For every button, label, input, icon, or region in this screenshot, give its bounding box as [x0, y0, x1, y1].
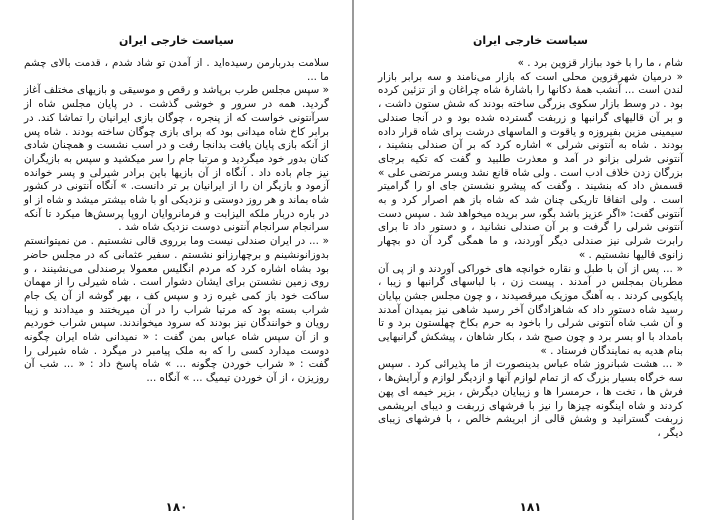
right-page	[354, 0, 707, 520]
right-paragraph-3: « ... پس از آن با طبل و نقاره خوانچه های خوراکی آوردند و از پی آن مطربان بمجلس در آمدند . پیست زن ، با لباسهای گرانبها و زیبا ، پایکوبی کردند . به آهنگ موزیک میرقصیدند ، و چون مجلس جشن بپایان رسید شاه دستور داد که شاهزادگان آخر رسید شاهی نیز بمیدان آمدند و آن شب شاه آنتونی شرلی را باخود به حرم بکاخ چهلستون برد و تا بامداد با او بسر برد و چون صبح شد ، بکار شاهان ، پیشکش گرانبهایی بنام هدیه به نمایندگان فرستاد . »	[378, 262, 683, 357]
left-page-number: ۱۸۰	[165, 500, 188, 514]
right-paragraph-2: « درمیان شهرقزوین محلی است که بازار می‌نامند و سه برابر بازار لندن است ... آنشب همهٔ دکانها را باشارهٔ شاه چراغان و از تزئین کرده بود . در وسط بازار سکوی بزرگی ساخته بودند که شش ستون داشت ، و بر آن قالیهای گرانبها و زربفت گسترده شده بود و در آنجا صندلی سیمینی مزین بفیروزه و یاقوت و الماسهای درشت برای شاه قرار داده بودند . شاه به آنتونی شرلی » اشاره کرد که بر آن صندلی بنشیند ، آنتونی شرلی بزانو در آمد و معذرت طلبید و گفت که تکیه برجای بزرگان زدن خلاف ادب است . ولی شاه قانع نشد وبسر مرتضی علی » قسمش داد که بنشیند . وگفت که پیشرو نشستن جای او را گرامیتر است . ولی اتفاقا تاریکی چنان شد که شاه باز هم اصرار کرد و به آنتونی گفت: «اگر عزیز باشد بگو، سر بریده میخواهد شد . سپس دست آنتونی شرلی را گرفت و بر آن صندلی نشانید ، و دستور داد تا برای رابرت شرلی نیز صندلی دیگر آوردند، و ما همگی گرد آن دو بچهار زانوی قالیها نشستیم . »	[378, 70, 683, 261]
left-running-head: سیاست خارجی ایران	[119, 34, 234, 47]
left-quote: « ... در ایران صندلی نیست وما برروی قالی نشستیم . من نمیتوانستم بدوزانونشینم و برچهارزانو نشستم . سفیر عثمانی که در مجلس حاضر بود بشاه اشاره کرد که مردم انگلیس معمولا برصندلی می‌نشینند ، و روی زمین نشستن برای ایشان دشوار است . شاه شیرلی را از مهمان ساکت خود باز کمی غیره زد و سپس کف ، بهر گوشه از آن یک جام شراب بسته بود که مرتبا شراب را در آن میریختند و میدادند و زیبا رویان و خوانندگان نیز بودند که سرود میخواندند. سپس شراب خوردیم و از آن سپس شاه عباس بمن گفت : « نمیدانی شاه ایران چگونه دوست میدارد کسی را که به ملک پیامبر در میگرد . شاه شیرلی را گفت : « شراب خوردن چگونه ... » شاه پاسخ داد : « ... شب آن روزیزن ، از آن خوردن تیمیگ ... » آنگاه ...	[24, 235, 329, 385]
left-paragraph-1: سلامت بدربارمن رسیده‌اید . از آمدن تو شاد شدم ، قدمت بالای چشم ما ...	[24, 57, 329, 83]
left-page	[0, 0, 353, 520]
left-page-body	[24, 57, 329, 386]
left-paragraph-2: « سپس مجلس طرب برپاشد و رقص و موسیقی و بازیهای مختلف آغاز گردید. همه در سرور و خوشی گذشت . در پایان مجلس شاه از سرآنتونی خواست که از پنجره ، چوگان بازی ایرانیان را تماشا کند. در برابر کاخ شاه میدانی بود که برای بازی چوگان ساخته بودند . شاه پس از آنکه بازی پایان یافت بدانجا رفت و در اسب نشست و همچنان شادی کنان بدور خود میگردید و مرتبا جام را سر میکشید و سپس به بازیگران نیز جام باده داد . آنگاه از آن بازیها باین برادر شیرلی و پسر خوانده آزمود و بازیگر ان را از ایرانیان بر تر دانست. » آنگاه آنتونی در کشور شاه بماند و هر روز دوستی و نزدیکی او با شاه بیشتر میشد و شاه از او در باره دربار ملکه الیزابت و فرمانروایان اروپا پرسش‌ها میکرد تا آنکه سرانجام سرانجام آنتونی دوست نزدیک شاه شد .	[24, 84, 329, 234]
right-paragraph-1: شام ، ما را با خود ببازار قزوین برد . »	[517, 57, 683, 69]
right-page-body	[378, 57, 683, 441]
right-page-number: ۱۸۱	[519, 500, 542, 514]
right-running-head: سیاست خارجی ایران	[473, 34, 588, 47]
right-paragraph-4: « ... هشت شبانروز شاه عباس بدینصورت از ما پذیرائی کرد . سپس سه خرگاه بسیار بزرگ که از تمام لوازم آنها و ازدیگر لوازم و آرایش‌ها ، فرش ها ، تخت ها ، حرمسرا ها و زیبایان دیگرش ، بزیر خیمه ای پهن کردند و شاه اینگونه چیزها را نیز با فرشهای زربفت و دیبای ابریشمی زربفت گسترانید و وشش قالی از ابریشم خالص ، با فرشهای زیبای دیگر ،	[378, 358, 683, 439]
